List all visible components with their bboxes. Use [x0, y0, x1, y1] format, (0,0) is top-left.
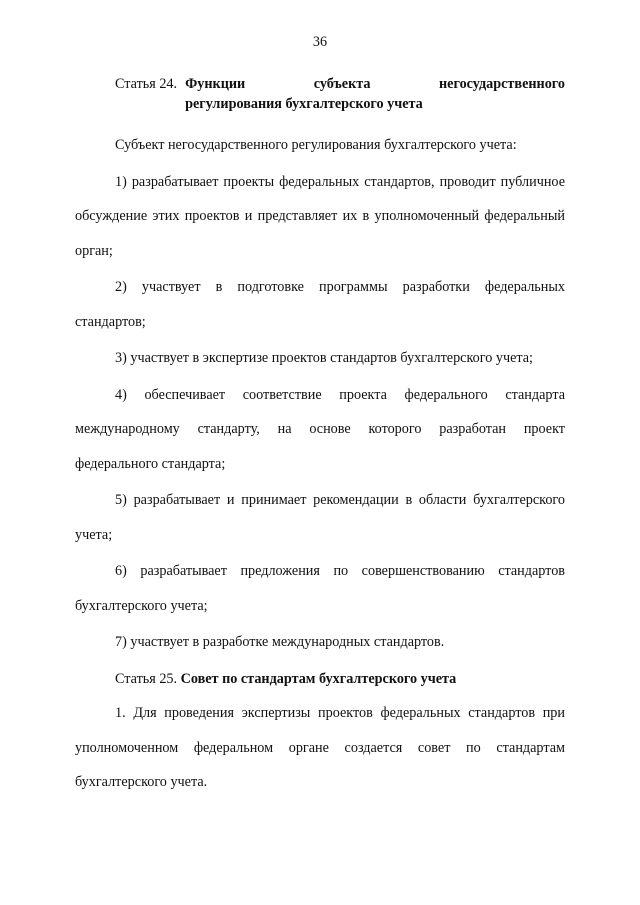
article-24-item-5: 5) разрабатывает и принимает рекомендации в области бухгалтерского учета; — [75, 492, 565, 543]
article-24-title-line2: регулирования бухгалтерского учета — [185, 96, 423, 112]
page-number: 36 — [312, 34, 328, 50]
article-24-item-1: 1) разрабатывает проекты федеральных стандартов, проводит публичное обсуждение этих проектов и представляет их в уполномоченный федеральный орган; — [75, 173, 565, 259]
article-24-item-4: 4) обеспечивает соответствие проекта федерального стандарта международному стандарту, на основе которого разработан проект федерального стандарта; — [75, 386, 565, 472]
article-24-title-line1: Функции субъекта негосударственного — [185, 76, 565, 92]
article-24-item-6: 6) разрабатывает предложения по совершенствованию стандартов бухгалтерского учета; — [75, 563, 565, 614]
article-24-number: Статья 24. — [115, 76, 178, 92]
article-24-item-2: 2) участвует в подготовке программы разработки федеральных стандартов; — [75, 279, 565, 330]
article-25-heading — [75, 662, 565, 697]
article-24-heading — [115, 74, 565, 114]
article-24-item-7: 7) участвует в разработке международных стандартов. — [115, 634, 445, 650]
article-25-title: Совет по стандартам бухгалтерского учета — [180, 670, 457, 687]
article-25-item-1: 1. Для проведения экспертизы проектов федеральных стандартов при уполномоченном федеральном органе создается совет по стандартам бухгалтерского учета. — [75, 705, 565, 790]
article-24-item-3: 3) участвует в экспертизе проектов стандартов бухгалтерского учета; — [115, 350, 533, 366]
article-24-title — [185, 74, 565, 114]
document-body — [75, 74, 565, 802]
article-24-intro: Субъект негосударственного регулирования бухгалтерского учета: — [115, 137, 517, 153]
article-25-number: Статья 25. — [115, 670, 178, 687]
